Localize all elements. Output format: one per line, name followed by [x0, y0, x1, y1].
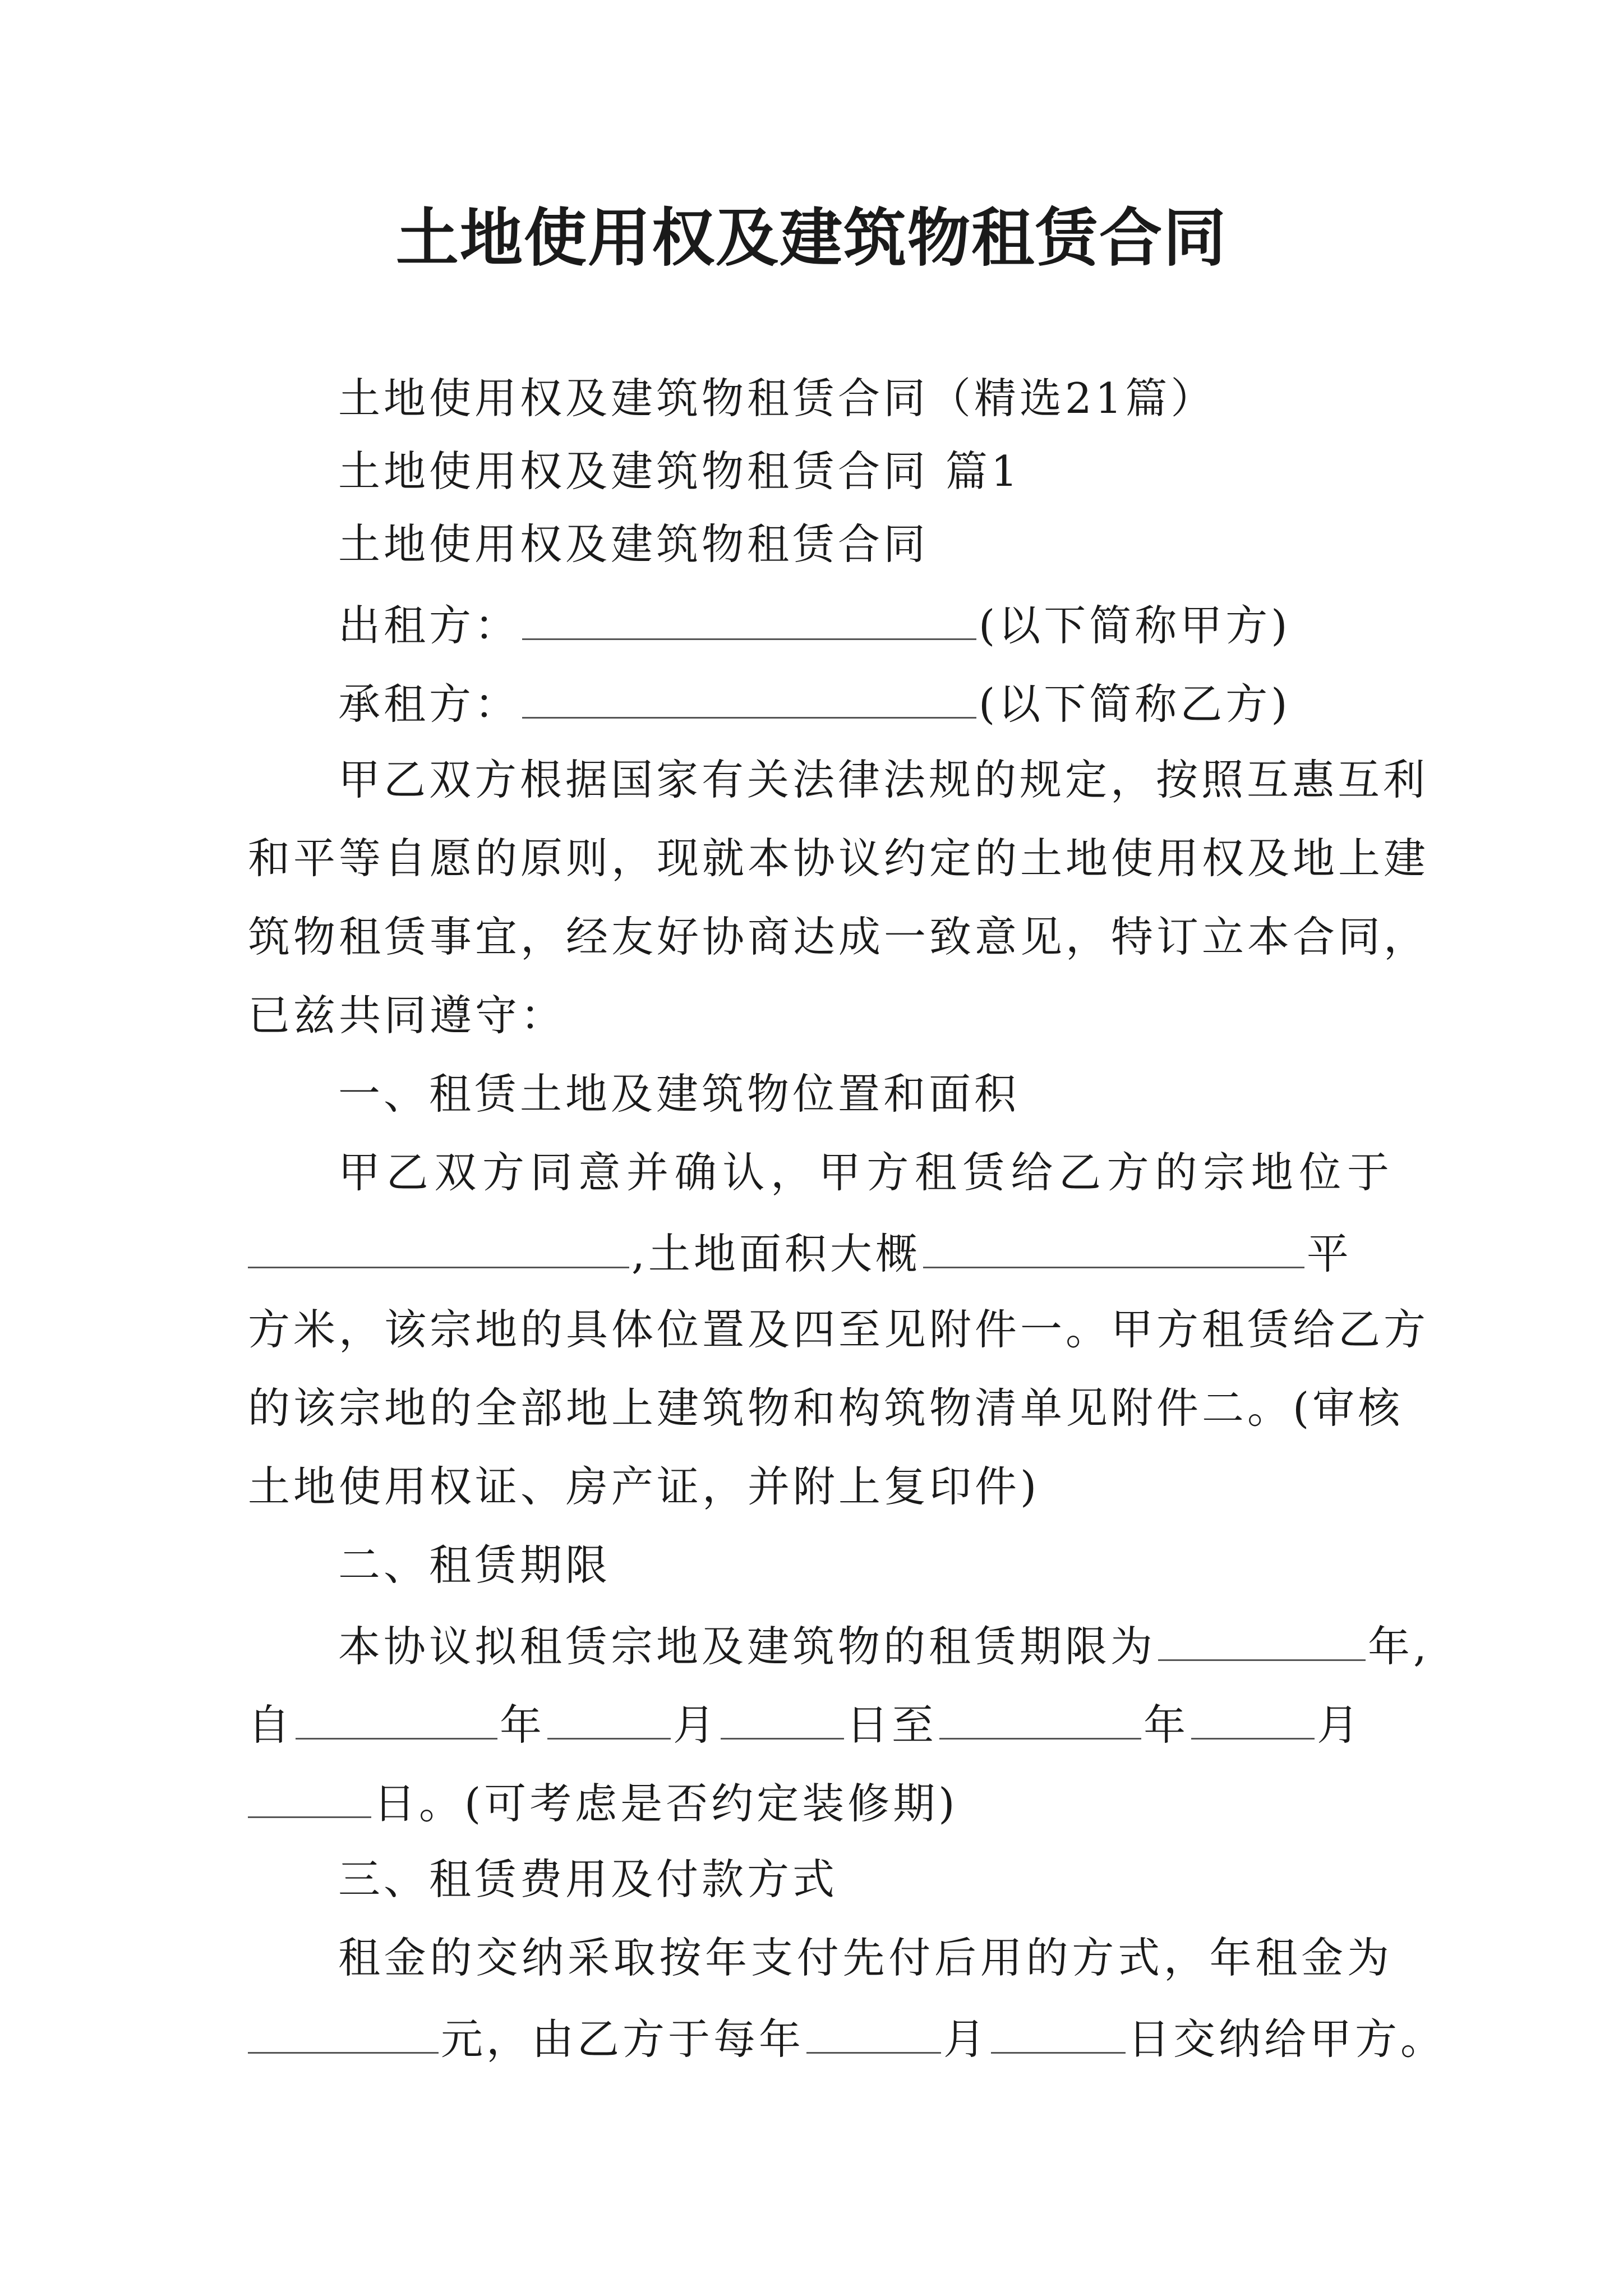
- end-year-label: 年: [1144, 1700, 1189, 1750]
- end-day-blank[interactable]: [248, 1773, 371, 1818]
- section1-line-4: 的该宗地的全部地上建筑物和构筑物清单见附件二。(审核: [248, 1383, 1404, 1433]
- start-month-blank[interactable]: [547, 1694, 671, 1740]
- lessee-line: [338, 673, 1393, 732]
- intro-line-1: 甲乙双方根据国家有关法律法规的规定，按照互惠互利: [338, 755, 1429, 804]
- section2-line-2: [248, 1694, 1392, 1753]
- end-year-blank[interactable]: [939, 1694, 1141, 1740]
- end-month-label: 月: [1317, 1700, 1363, 1750]
- lessee-suffix: (以下简称乙方): [979, 679, 1291, 729]
- section3-heading: 三、租赁费用及付款方式: [338, 1855, 838, 1904]
- annual-rent-blank[interactable]: [248, 2008, 439, 2054]
- start-day-blank[interactable]: [721, 1694, 844, 1740]
- start-year-blank[interactable]: [296, 1694, 497, 1740]
- subtitle-article: 土地使用权及建筑物租赁合同 篇1: [338, 447, 1021, 496]
- from-label: 自: [248, 1700, 294, 1750]
- intro-line-4: 已兹共同遵守：: [248, 991, 566, 1040]
- start-year-label: 年: [500, 1700, 546, 1750]
- lessor-line: [338, 595, 1393, 654]
- subtitle-collection: 土地使用权及建筑物租赁合同（精选21篇）: [338, 374, 1216, 423]
- land-area-blank[interactable]: [923, 1223, 1304, 1268]
- section2-heading: 二、租赁期限: [338, 1540, 611, 1590]
- section1-line-1: 甲乙双方同意并确认，甲方租赁给乙方的宗地位于: [338, 1148, 1393, 1197]
- lessee-label: 承租方：: [338, 679, 520, 729]
- payment-day-blank[interactable]: [991, 2008, 1126, 2054]
- intro-line-2: 和平等自愿的原则，现就本协议约定的土地使用权及地上建: [248, 834, 1430, 883]
- end-month-blank[interactable]: [1191, 1694, 1315, 1740]
- start-month-label: 月: [673, 1700, 719, 1750]
- section1-line-3: 方米，该宗地的具体位置及四至见附件一。甲方租赁给乙方: [248, 1305, 1430, 1354]
- lease-term-blank[interactable]: [1158, 1616, 1366, 1661]
- lessor-label: 出租方：: [338, 601, 520, 650]
- start-day-to-label: 日至: [846, 1700, 938, 1750]
- lessor-suffix: (以下简称甲方): [979, 601, 1291, 650]
- section1-line-2: [248, 1223, 1392, 1282]
- contract-name: 土地使用权及建筑物租赁合同: [338, 519, 929, 569]
- lease-term-text: 本协议拟租赁宗地及建筑物的租赁期限为: [338, 1622, 1156, 1671]
- payment-month-label: 月: [943, 2014, 989, 2064]
- payment-month-blank[interactable]: [806, 2008, 941, 2054]
- section2-line-1: [338, 1616, 1430, 1674]
- intro-line-3: 筑物租赁事宜，经友好协商达成一致意见，特订立本合同，: [248, 912, 1430, 961]
- rent-payment-text: 元，由乙方于每年: [441, 2014, 805, 2064]
- land-area-label: ,土地面积大概: [631, 1229, 921, 1278]
- lessor-blank[interactable]: [522, 595, 976, 640]
- land-area-unit: 平: [1306, 1229, 1352, 1278]
- land-location-blank[interactable]: [248, 1223, 629, 1268]
- lessee-blank[interactable]: [522, 673, 976, 719]
- document-title: 土地使用权及建筑物租赁合同: [396, 201, 1227, 275]
- section3-line-1: 租金的交纳采取按年支付先付后用的方式，年租金为: [338, 1933, 1393, 1982]
- lease-term-unit: 年,: [1368, 1622, 1430, 1671]
- section2-line-3: [248, 1773, 1392, 1832]
- section1-line-5: 土地使用权证、房产证，并附上复印件): [248, 1462, 1040, 1511]
- section1-heading: 一、租赁土地及建筑物位置和面积: [338, 1069, 1020, 1119]
- section3-line-2: [248, 2008, 1446, 2067]
- payment-day-text: 日交纳给甲方。: [1128, 2014, 1446, 2064]
- end-day-note: 日。(可考虑是否约定装修期): [374, 1779, 958, 1828]
